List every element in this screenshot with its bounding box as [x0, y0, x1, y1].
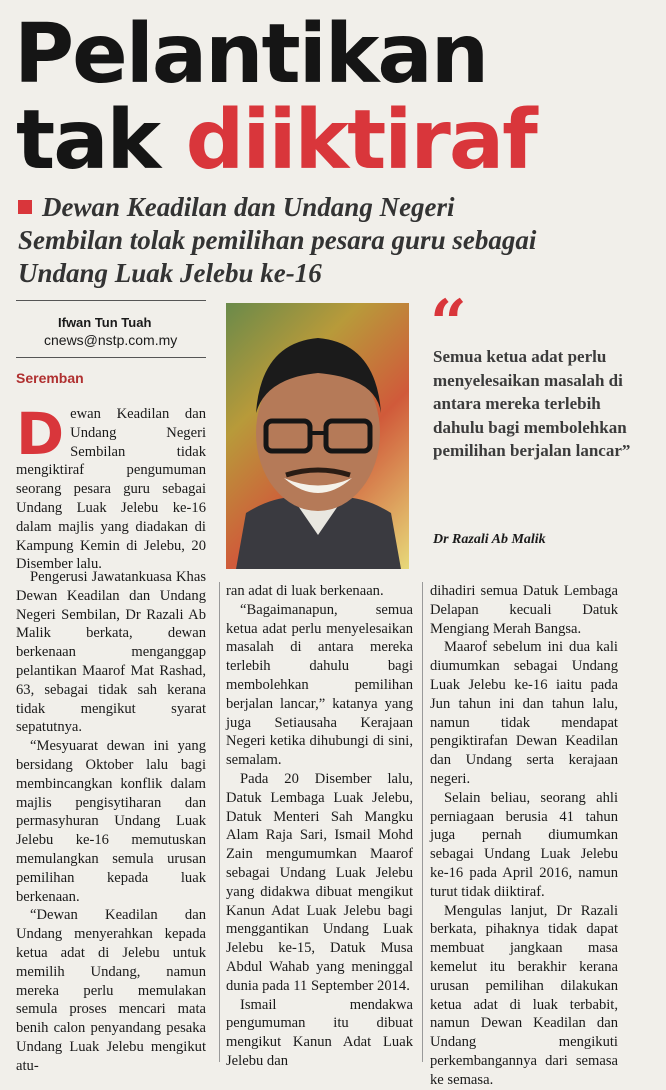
paragraph: ran adat di luak berkenaan.: [226, 583, 384, 599]
red-square-bullet-icon: [18, 200, 32, 214]
headline-line2: [16, 93, 536, 188]
paragraph: Mengulas lanjut, Dr Razali berkata, pihaknya tidak dapat membuat jangkaan masa kemelut itu berakhir kerana urusan pemilihan dilakukan ketua adat di luak terbabit, namun Dewan Keadilan dan Undang mengikuti perkembangannya dari semasa ke semasa.: [430, 902, 618, 1088]
column-divider: [219, 582, 220, 1062]
paragraph: “Bagaimanapun, semua ketua adat perlu menyelesaikan masalah di antara mereka terlebih dahulu bagi membolehkan pemilihan berjalan lancar,” katanya yang juga Setiausaha Kerajaan Negeri ketika dihubungi di sini, semalam.: [226, 601, 413, 769]
article-lead: [16, 400, 206, 574]
deck: [18, 191, 538, 290]
article-column-1: [16, 568, 206, 1076]
drop-cap: D: [16, 400, 65, 468]
pull-quote-attribution: Dr Razali Ab Malik: [433, 532, 546, 547]
column-divider: [422, 582, 423, 1062]
dateline: Seremban: [16, 370, 84, 386]
paragraph: Selain beliau, seorang ahli perniagaan berusia 41 tahun juga pernah diumumkan sebagai Undang Luak Jelebu ke-16 pada April 2016, namun turut tidak diiktiraf.: [430, 789, 618, 900]
paragraph: Ismail mendakwa pengumuman itu dibuat mengikut Kanun Adat Luak Jelebu dan: [226, 996, 413, 1069]
byline-email: cnews@nstp.com.my: [44, 332, 178, 348]
lead-paragraph: ewan Keadilan dan Undang Negeri Sembilan tidak mengiktiraf pengumuman seorang pesara guru sebagai Undang Luak Jelebu ke-16 dalam majlis yang diadakan di Kampung Kemin di Jelebu, 20 Disember lalu.: [16, 406, 206, 573]
paragraph: Pengerusi Jawatankuasa Khas Dewan Keadilan dan Undang Negeri Sembilan, Dr Razali Ab Malik berkata, dewan berkenaan menganggap pelantikan Maarof Mat Rashad, 63, sebagai tidak sah kerana tidak mengikut syarat sepatutnya.: [16, 569, 206, 736]
pull-quote-text: Semua ketua adat perlu menyelesaikan masalah di antara mereka terlebih dahulu bagi membolehkan pemilihan berjalan lancar”: [433, 347, 631, 460]
paragraph: Pada 20 Disember lalu, Datuk Lembaga Luak Jelebu, Datuk Menteri Sah Mangku Alam Raja Sari, Ismail Mohd Zain mengumumkan Maarof sebagai Undang Luak Jelebu yang didakwa dibuat mengikut Kanun Adat Luak Jelebu bagi menggantikan Undang Luak Jelebu ke-15, Datuk Musa Abdul Wahab yang meninggal dunia pada 11 September 2014.: [226, 770, 413, 994]
headline-word-red: diiktiraf: [185, 93, 536, 188]
headline-word-black: tak: [16, 93, 160, 188]
deck-text: Dewan Keadilan dan Undang Negeri Sembilan tolak pemilihan pesara guru sebagai Undang Luak Jelebu ke-16: [18, 192, 537, 288]
portrait-illustration: [226, 303, 409, 569]
byline-name: Ifwan Tun Tuah: [58, 315, 152, 330]
quote-mark-icon: “: [430, 286, 467, 361]
byline-bottom-rule: [16, 357, 206, 358]
paragraph: “Mesyuarat dewan ini yang bersidang Oktober lalu bagi membincangkan konflik dalam majlis pengisytiharan dan permasyhuran Undang Luak Jelebu ke-16 memutuskan memulangkan semula urusan pemilihan kepada luak berkenaan.: [16, 738, 206, 905]
article-column-3: [430, 582, 618, 1090]
paragraph: “Dewan Keadilan dan Undang menyerahkan kepada ketua adat di Jelebu untuk memilih Undang, namun mereka perlu memulakan semula proses mencari mata benih calon penyandang pesaka Undang Luak Jelebu mengikut atu-: [16, 907, 206, 1074]
byline-top-rule: [16, 300, 206, 301]
article-column-2: [226, 582, 413, 1071]
headline-line1: Pelantikan: [14, 7, 488, 102]
paragraph: Maarof sebelum ini dua kali diumumkan sebagai Undang Luak Jelebu ke-16 iaitu pada Jun tahun ini dan tahun lalu, namun tidak mendapat pengiktirafan Dewan Keadilan dan Undang serta kerajaan negeri.: [430, 639, 618, 787]
portrait-photo: [226, 303, 409, 569]
paragraph: dihadiri semua Datuk Lembaga Delapan kecuali Datuk Mengiang Merah Bangsa.: [430, 583, 618, 637]
